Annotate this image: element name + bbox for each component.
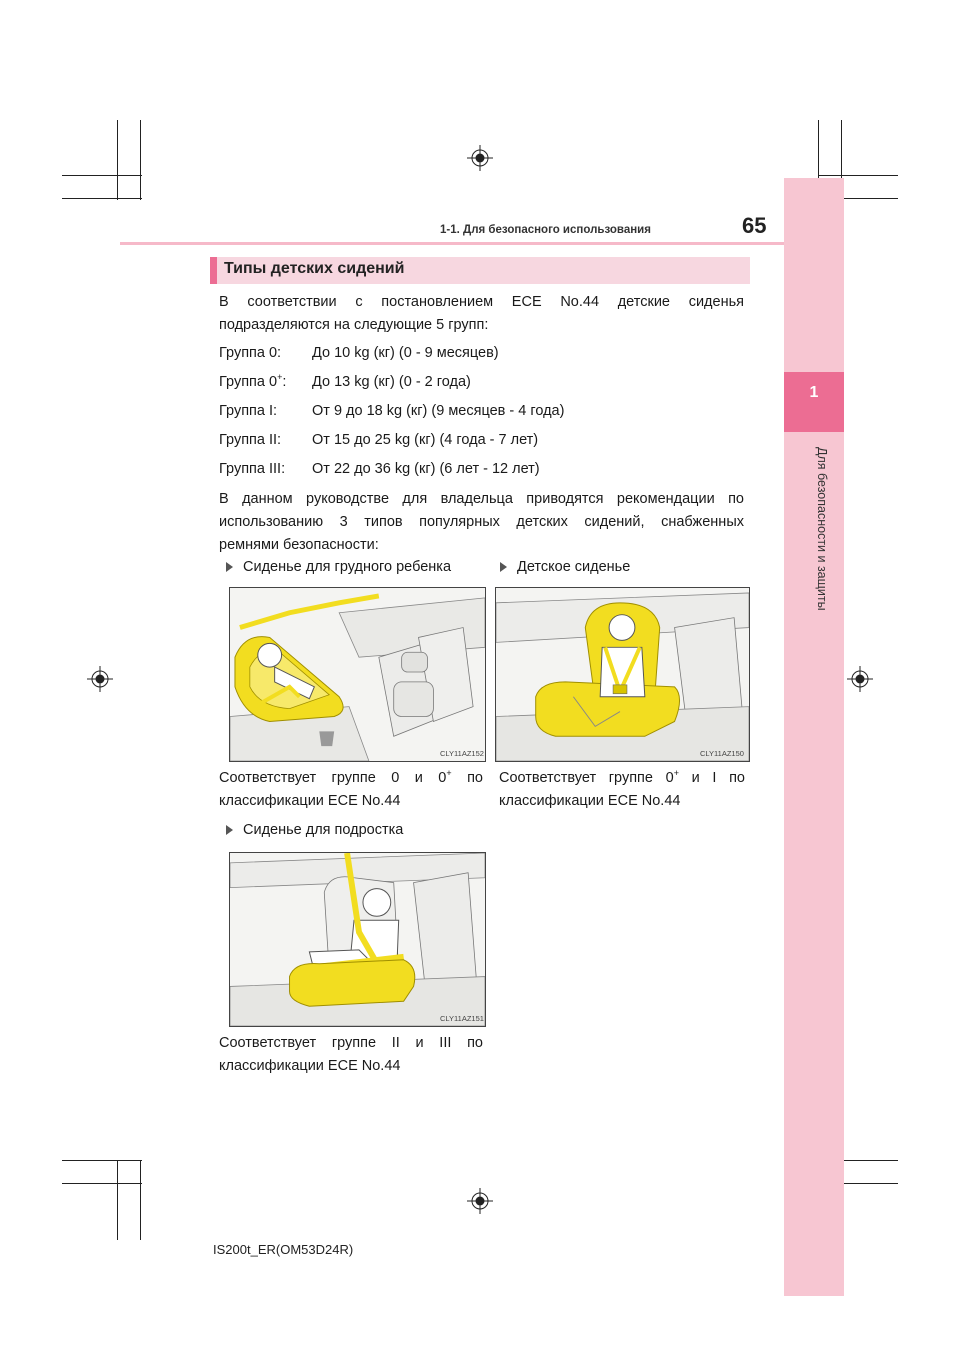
header-rule bbox=[120, 242, 784, 245]
recommend-line: В данном руководстве для владельца приводятся рекомендации по bbox=[219, 491, 744, 507]
seat-title: Сиденье для грудного ребенка bbox=[243, 559, 452, 575]
seat-caption: классификации ECE No.44 bbox=[219, 1058, 401, 1074]
recommend-line: использованию 3 типов популярных детских сидений, снабженных bbox=[219, 514, 744, 530]
group-description: От 22 до 36 kg (кг) (6 лет - 12 лет) bbox=[312, 461, 540, 477]
figure-code: CLY11AZ150 bbox=[700, 749, 744, 758]
group-label: Группа 0+: bbox=[219, 372, 287, 390]
registration-mark-icon bbox=[467, 1188, 493, 1214]
crop-mark bbox=[62, 175, 142, 176]
seat-title: Детское сиденье bbox=[517, 559, 631, 575]
seat-caption: Соответствует группе 0+ и I по bbox=[499, 768, 745, 786]
group-description: До 10 kg (кг) (0 - 9 месяцев) bbox=[312, 345, 499, 361]
crop-mark bbox=[62, 1160, 142, 1161]
group-description: От 15 до 25 kg (кг) (4 года - 7 лет) bbox=[312, 432, 539, 448]
bullet-triangle-icon bbox=[500, 562, 507, 572]
child-seat-illustration bbox=[495, 587, 750, 762]
bullet-triangle-icon bbox=[226, 562, 233, 572]
recommend-line: ремнями безопасности: bbox=[219, 537, 379, 553]
crop-mark bbox=[62, 198, 142, 199]
crop-mark bbox=[62, 1183, 142, 1184]
chapter-label: Для безопасности и защиты bbox=[815, 447, 829, 611]
group-label: Группа III: bbox=[219, 461, 286, 477]
seat-caption: классификации ECE No.44 bbox=[499, 793, 681, 809]
registration-mark-icon bbox=[87, 666, 113, 692]
seat-caption: Соответствует группе 0 и 0+ по bbox=[219, 768, 483, 786]
group-description: До 13 kg (кг) (0 - 2 года) bbox=[312, 374, 471, 390]
side-tab-strip bbox=[784, 178, 844, 1296]
registration-mark-icon bbox=[467, 145, 493, 171]
crop-mark bbox=[140, 120, 141, 200]
intro-line: подразделяются на следующие 5 групп: bbox=[219, 317, 489, 333]
junior-seat-illustration bbox=[229, 852, 486, 1027]
crop-mark bbox=[117, 1160, 118, 1240]
registration-mark-icon bbox=[847, 666, 873, 692]
seat-caption: Соответствует группе II и III по bbox=[219, 1035, 483, 1051]
chapter-number: 1 bbox=[809, 384, 819, 401]
crop-mark bbox=[140, 1160, 141, 1240]
figure-code: CLY11AZ152 bbox=[440, 749, 484, 758]
infant-seat-illustration bbox=[229, 587, 486, 762]
chapter-tab bbox=[784, 372, 844, 432]
intro-line: В соответствии с постановлением ECE No.44 детские сиденья bbox=[219, 294, 744, 310]
figure-code: CLY11AZ151 bbox=[440, 1014, 484, 1023]
page-number: 65 bbox=[742, 213, 767, 238]
crop-mark bbox=[117, 120, 118, 200]
seat-title: Сиденье для подростка bbox=[243, 822, 404, 838]
seat-caption: классификации ECE No.44 bbox=[219, 793, 401, 809]
section-title: Типы детских сидений bbox=[224, 260, 405, 277]
bullet-triangle-icon bbox=[226, 825, 233, 835]
group-label: Группа II: bbox=[219, 432, 282, 448]
group-label: Группа I: bbox=[219, 403, 278, 419]
group-label: Группа 0: bbox=[219, 345, 282, 361]
document-code: IS200t_ER(OM53D24R) bbox=[213, 1242, 354, 1257]
running-header: 1-1. Для безопасного использования bbox=[440, 224, 651, 236]
group-description: От 9 до 18 kg (кг) (9 месяцев - 4 года) bbox=[312, 403, 565, 419]
crop-mark bbox=[818, 175, 898, 176]
